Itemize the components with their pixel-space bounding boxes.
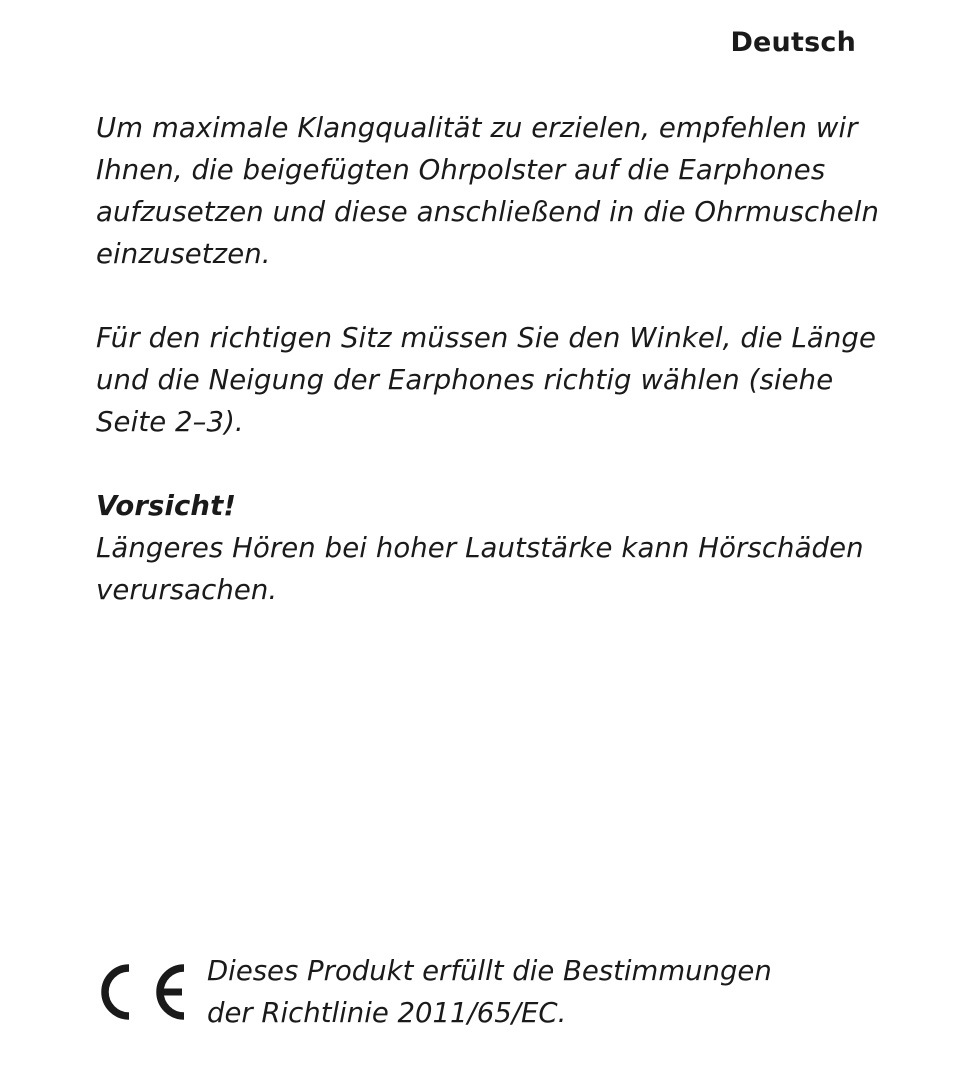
text-line: verursachen. — [96, 574, 278, 606]
text-line: Um maximale Klangqualität zu erzielen, empfehlen wir — [96, 112, 858, 144]
fit-angle-paragraph — [96, 317, 876, 443]
language-label: Deutsch — [730, 27, 856, 58]
compliance-text — [207, 950, 772, 1034]
text-line: Ihnen, die beigefügten Ohrpolster auf die Earphones — [96, 154, 826, 186]
body-text — [96, 107, 879, 611]
text-line: Dieses Produkt erfüllt die Bestimmungen — [207, 955, 772, 987]
text-line: Längeres Hören bei hoher Lautstärke kann Hörschäden — [96, 532, 864, 564]
text-line: der Richtlinie 2011/65/EC. — [207, 997, 567, 1029]
warning-title: Vorsicht! — [96, 490, 236, 522]
text-line: aufzusetzen und diese anschließend in die Ohrmuscheln — [96, 196, 879, 228]
text-line: Seite 2–3). — [96, 406, 244, 438]
text-line: einzusetzen. — [96, 238, 271, 270]
text-line: Für den richtigen Sitz müssen Sie den Winkel, die Länge — [96, 322, 876, 354]
ce-mark-icon — [96, 960, 186, 1024]
fitting-paragraph — [96, 107, 879, 275]
warning-paragraph — [96, 485, 876, 611]
text-line: und die Neigung der Earphones richtig wählen (siehe — [96, 364, 834, 396]
compliance-notice — [96, 950, 876, 1040]
